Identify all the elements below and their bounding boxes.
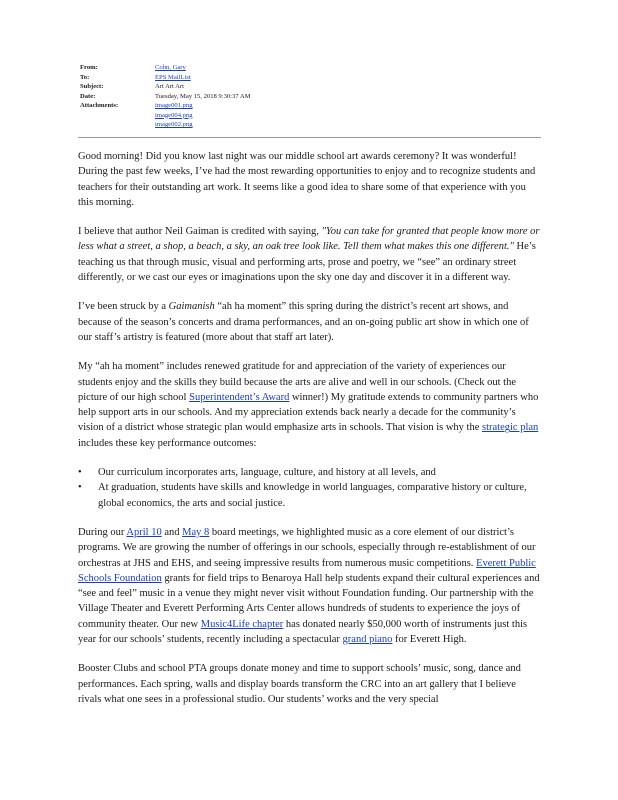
email-header — [80, 63, 540, 130]
paragraph-text: and — [161, 526, 183, 538]
bullet-icon: • — [78, 482, 82, 494]
attachment-link[interactable]: image002.png — [155, 121, 193, 128]
bullet-list — [78, 465, 540, 511]
paragraph: Booster Clubs and school PTA groups donate money and time to support schools’ music, song, dance and performances. Each spring, walls and display boards transform the CRC into an art gallery that I believe rivals what one sees in a professional studio. Our students’ works and the very special — [78, 663, 521, 705]
date-value: Tuesday, May 15, 2018 9:30:37 AM — [155, 92, 251, 100]
paragraph-text: He’s teaching us that through music, visual and performing arts, prose and poetry, we “see” an ordinary street differently, or we cast our eyes or imaginations upon the sky one day and discover it in a different way. — [78, 241, 536, 284]
paragraph-text: has donated nearly $50,000 worth of instruments just this year for our schools’ students, recently including a spectacular — [78, 618, 528, 646]
to-row — [80, 73, 540, 83]
april-10-link[interactable]: April 10 — [126, 526, 162, 538]
paragraph-text: grants for field trips to Benaroya Hall help students expand their cultural experiences and “see and feel” music in a venue they might never visit without Foundation funding. Our partnership with the Village Theater and Everett Performing Arts Center allows hundreds of students to experience the joys of community theater. Our new — [78, 572, 540, 630]
list-item — [78, 480, 540, 511]
paragraph — [78, 299, 540, 345]
paragraph-text: I believe that author Neil Gaiman is credited with saying, — [78, 226, 322, 238]
paragraph-text: for Everett High. — [392, 634, 467, 646]
from-row — [80, 63, 540, 73]
paragraph — [78, 525, 540, 647]
paragraph: Good morning! Did you know last night was our middle school art awards ceremony? It was wonderful! During the past few weeks, I’ve had the most rewarding opportunities to enjoy and to recognize students and teachers for their outstanding art work. It seems like a good idea to share some of that experience with you this morning. — [78, 151, 536, 208]
date-row — [80, 92, 540, 102]
music4life-link[interactable]: Music4Life chapter — [200, 618, 284, 630]
gaiman-quote: "You can take for granted that people know more or less what a street, a shop, a beach, a sky, an oak tree look like. Tell them what makes this one different." — [78, 226, 540, 253]
grand-piano-link[interactable]: grand piano — [342, 634, 393, 646]
paragraph-text: My “ah ha moment” includes renewed gratitude for and appreciation of the variety of experiences our students enjoy and the skills they build because the arts are alive and well in our schools. (Check out the picture of our high school — [78, 361, 516, 403]
subject-label: Subject: — [80, 83, 104, 90]
from-label: From: — [80, 64, 98, 71]
header-divider — [78, 137, 541, 138]
attachments-row — [80, 101, 540, 130]
subject-row — [80, 82, 540, 92]
list-item-text: Our curriculum incorporates arts, language, culture, and history at all levels, and — [98, 467, 436, 479]
paragraph-text: winner!) My gratitude extends to community partners who help support arts in our schools. And my appreciation extends back nearly a decade for the community’s vision of a district whose strategic plan would emphasize arts in schools. That vision is why the — [78, 391, 539, 434]
paragraph — [78, 224, 540, 285]
to-label: To: — [80, 73, 90, 81]
bullet-icon: • — [78, 467, 82, 479]
date-label: Date: — [80, 92, 96, 100]
to-link[interactable]: EPS MailList — [155, 73, 191, 81]
foundation-link[interactable]: Everett Public Schools Foundation — [78, 557, 536, 584]
paragraph-text: board meetings, we highlighted music as a core element of our district’s programs. We are growing the number of offerings in our schools, especially through re-establishment of our orchestras at JHS and EHS, and seeing impressive results from numerous music competitions. — [78, 526, 536, 569]
list-item-text: At graduation, students have skills and knowledge in world languages, comparative history or culture, global economics, the arts and social justice. — [98, 482, 527, 509]
from-link[interactable]: Cohn, Gary — [155, 64, 186, 71]
paragraph-text: I’ve been struck by a — [78, 301, 169, 313]
list-item — [78, 465, 540, 480]
paragraph-text: “ah ha moment” this spring during the district’s recent art shows, and because of the season’s concerts and drama performances, and an on-going public art show in which one of our staff’s artistry is featured (more about that staff art later). — [78, 301, 529, 343]
superintendents-award-link[interactable]: Superintendent’s Award — [189, 391, 290, 403]
attachment-link[interactable]: image001.png — [155, 102, 193, 109]
email-body — [78, 149, 540, 721]
subject-value: Art Art Art — [155, 83, 184, 90]
gaimanish-word: Gaimanish — [168, 301, 215, 313]
paragraph-text: includes these key performance outcomes: — [78, 437, 257, 449]
attachment-link[interactable]: image004.png — [155, 111, 193, 119]
may-8-link[interactable]: May 8 — [182, 526, 210, 538]
attachments-label: Attachments: — [80, 102, 119, 109]
paragraph-text: During our — [78, 526, 127, 538]
strategic-plan-link[interactable]: strategic plan — [482, 422, 539, 434]
paragraph — [78, 359, 540, 451]
